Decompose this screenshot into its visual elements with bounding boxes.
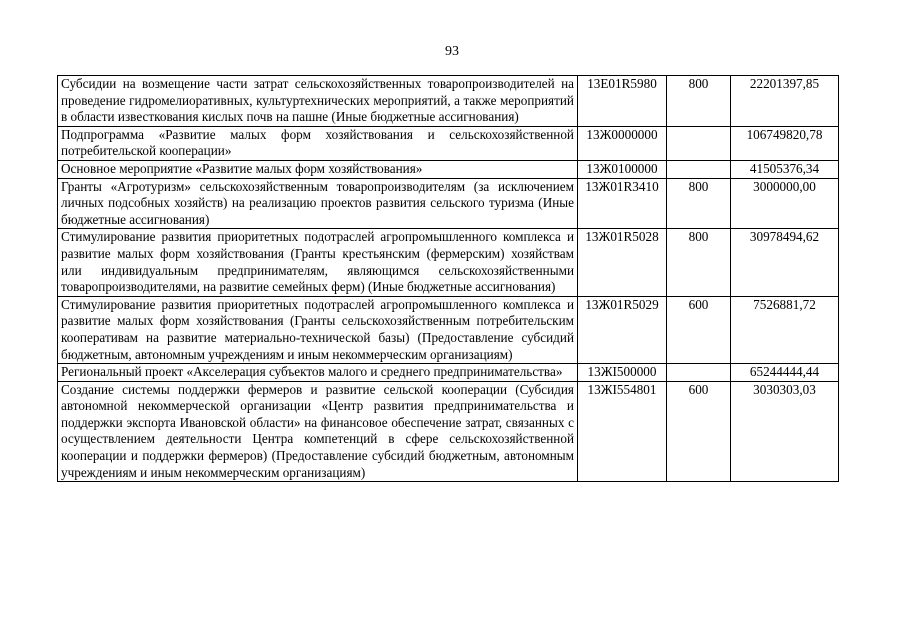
- row-amount: 30978494,62: [731, 229, 839, 296]
- row-code: 13Ж01R5029: [578, 296, 667, 363]
- row-expense-type: [667, 160, 731, 178]
- row-description: Региональный проект «Акселерация субъектов малого и среднего предпринимательства»: [58, 364, 578, 382]
- row-expense-type: 800: [667, 178, 731, 229]
- table-row: [58, 160, 839, 178]
- row-expense-type: [667, 126, 731, 160]
- row-code: 13ЖI554801: [578, 381, 667, 482]
- row-code: 13Е01R5980: [578, 76, 667, 127]
- row-code: 13Ж01R3410: [578, 178, 667, 229]
- row-expense-type: 800: [667, 229, 731, 296]
- row-code: 13Ж01R5028: [578, 229, 667, 296]
- row-code: 13Ж0000000: [578, 126, 667, 160]
- row-code: 13Ж0100000: [578, 160, 667, 178]
- table-row: [58, 126, 839, 160]
- budget-table: [57, 75, 839, 482]
- row-amount: 106749820,78: [731, 126, 839, 160]
- row-description: Гранты «Агротуризм» сельскохозяйственным товаропроизводителям (за исключением личных подсобных хозяйств) на реализацию проектов развития сельского туризма (Иные бюджетные ассигнования): [58, 178, 578, 229]
- row-description: Субсидии на возмещение части затрат сельскохозяйственных товаропроизводителей на проведение гидромелиоративных, культуртехнических мероприятий, а также мероприятий в области известкования кислых почв на пашне (Иные бюджетные ассигнования): [58, 76, 578, 127]
- row-description: Стимулирование развития приоритетных подотраслей агропромышленного комплекса и развитие малых форм хозяйствования (Гранты крестьянским (фермерским) хозяйствам или индивидуальным предпринимателям, являющимся сельскохозяйственными товаропроизводителями, на развитие семейных ферм) (Иные бюджетные ассигнования): [58, 229, 578, 296]
- table-row: [58, 381, 839, 482]
- table-row: [58, 296, 839, 363]
- row-description: Основное мероприятие «Развитие малых форм хозяйствования»: [58, 160, 578, 178]
- row-description: Стимулирование развития приоритетных подотраслей агропромышленного комплекса и развитие малых форм хозяйствования (Гранты сельскохозяйственным потребительским кооперативам на развитие материально-технической базы) (Предоставление субсидий бюджетным, автономным учреждениям и иным некоммерческим организациям): [58, 296, 578, 363]
- row-amount: 22201397,85: [731, 76, 839, 127]
- table-row: [58, 178, 839, 229]
- table-row: [58, 364, 839, 382]
- row-amount: 3030303,03: [731, 381, 839, 482]
- page-number: 93: [445, 44, 459, 59]
- row-amount: 7526881,72: [731, 296, 839, 363]
- row-expense-type: 600: [667, 296, 731, 363]
- row-amount: 65244444,44: [731, 364, 839, 382]
- row-code: 13ЖI500000: [578, 364, 667, 382]
- row-amount: 41505376,34: [731, 160, 839, 178]
- row-description: Создание системы поддержки фермеров и развитие сельской кооперации (Субсидия автономной некоммерческой организации «Центр развития предпринимательства и поддержки экспорта Ивановской области» на финансовое обеспечение затрат, связанных с осуществлением деятельности Центра компетенций в сфере сельскохозяйственной кооперации и поддержки фермеров) (Предоставление субсидий бюджетным, автономным учреждениям и иным некоммерческим организациям): [58, 381, 578, 482]
- row-description: Подпрограмма «Развитие малых форм хозяйствования и сельскохозяйственной потребительской кооперации»: [58, 126, 578, 160]
- table-row: [58, 229, 839, 296]
- table-row: [58, 76, 839, 127]
- row-expense-type: [667, 364, 731, 382]
- row-amount: 3000000,00: [731, 178, 839, 229]
- row-expense-type: 600: [667, 381, 731, 482]
- row-expense-type: 800: [667, 76, 731, 127]
